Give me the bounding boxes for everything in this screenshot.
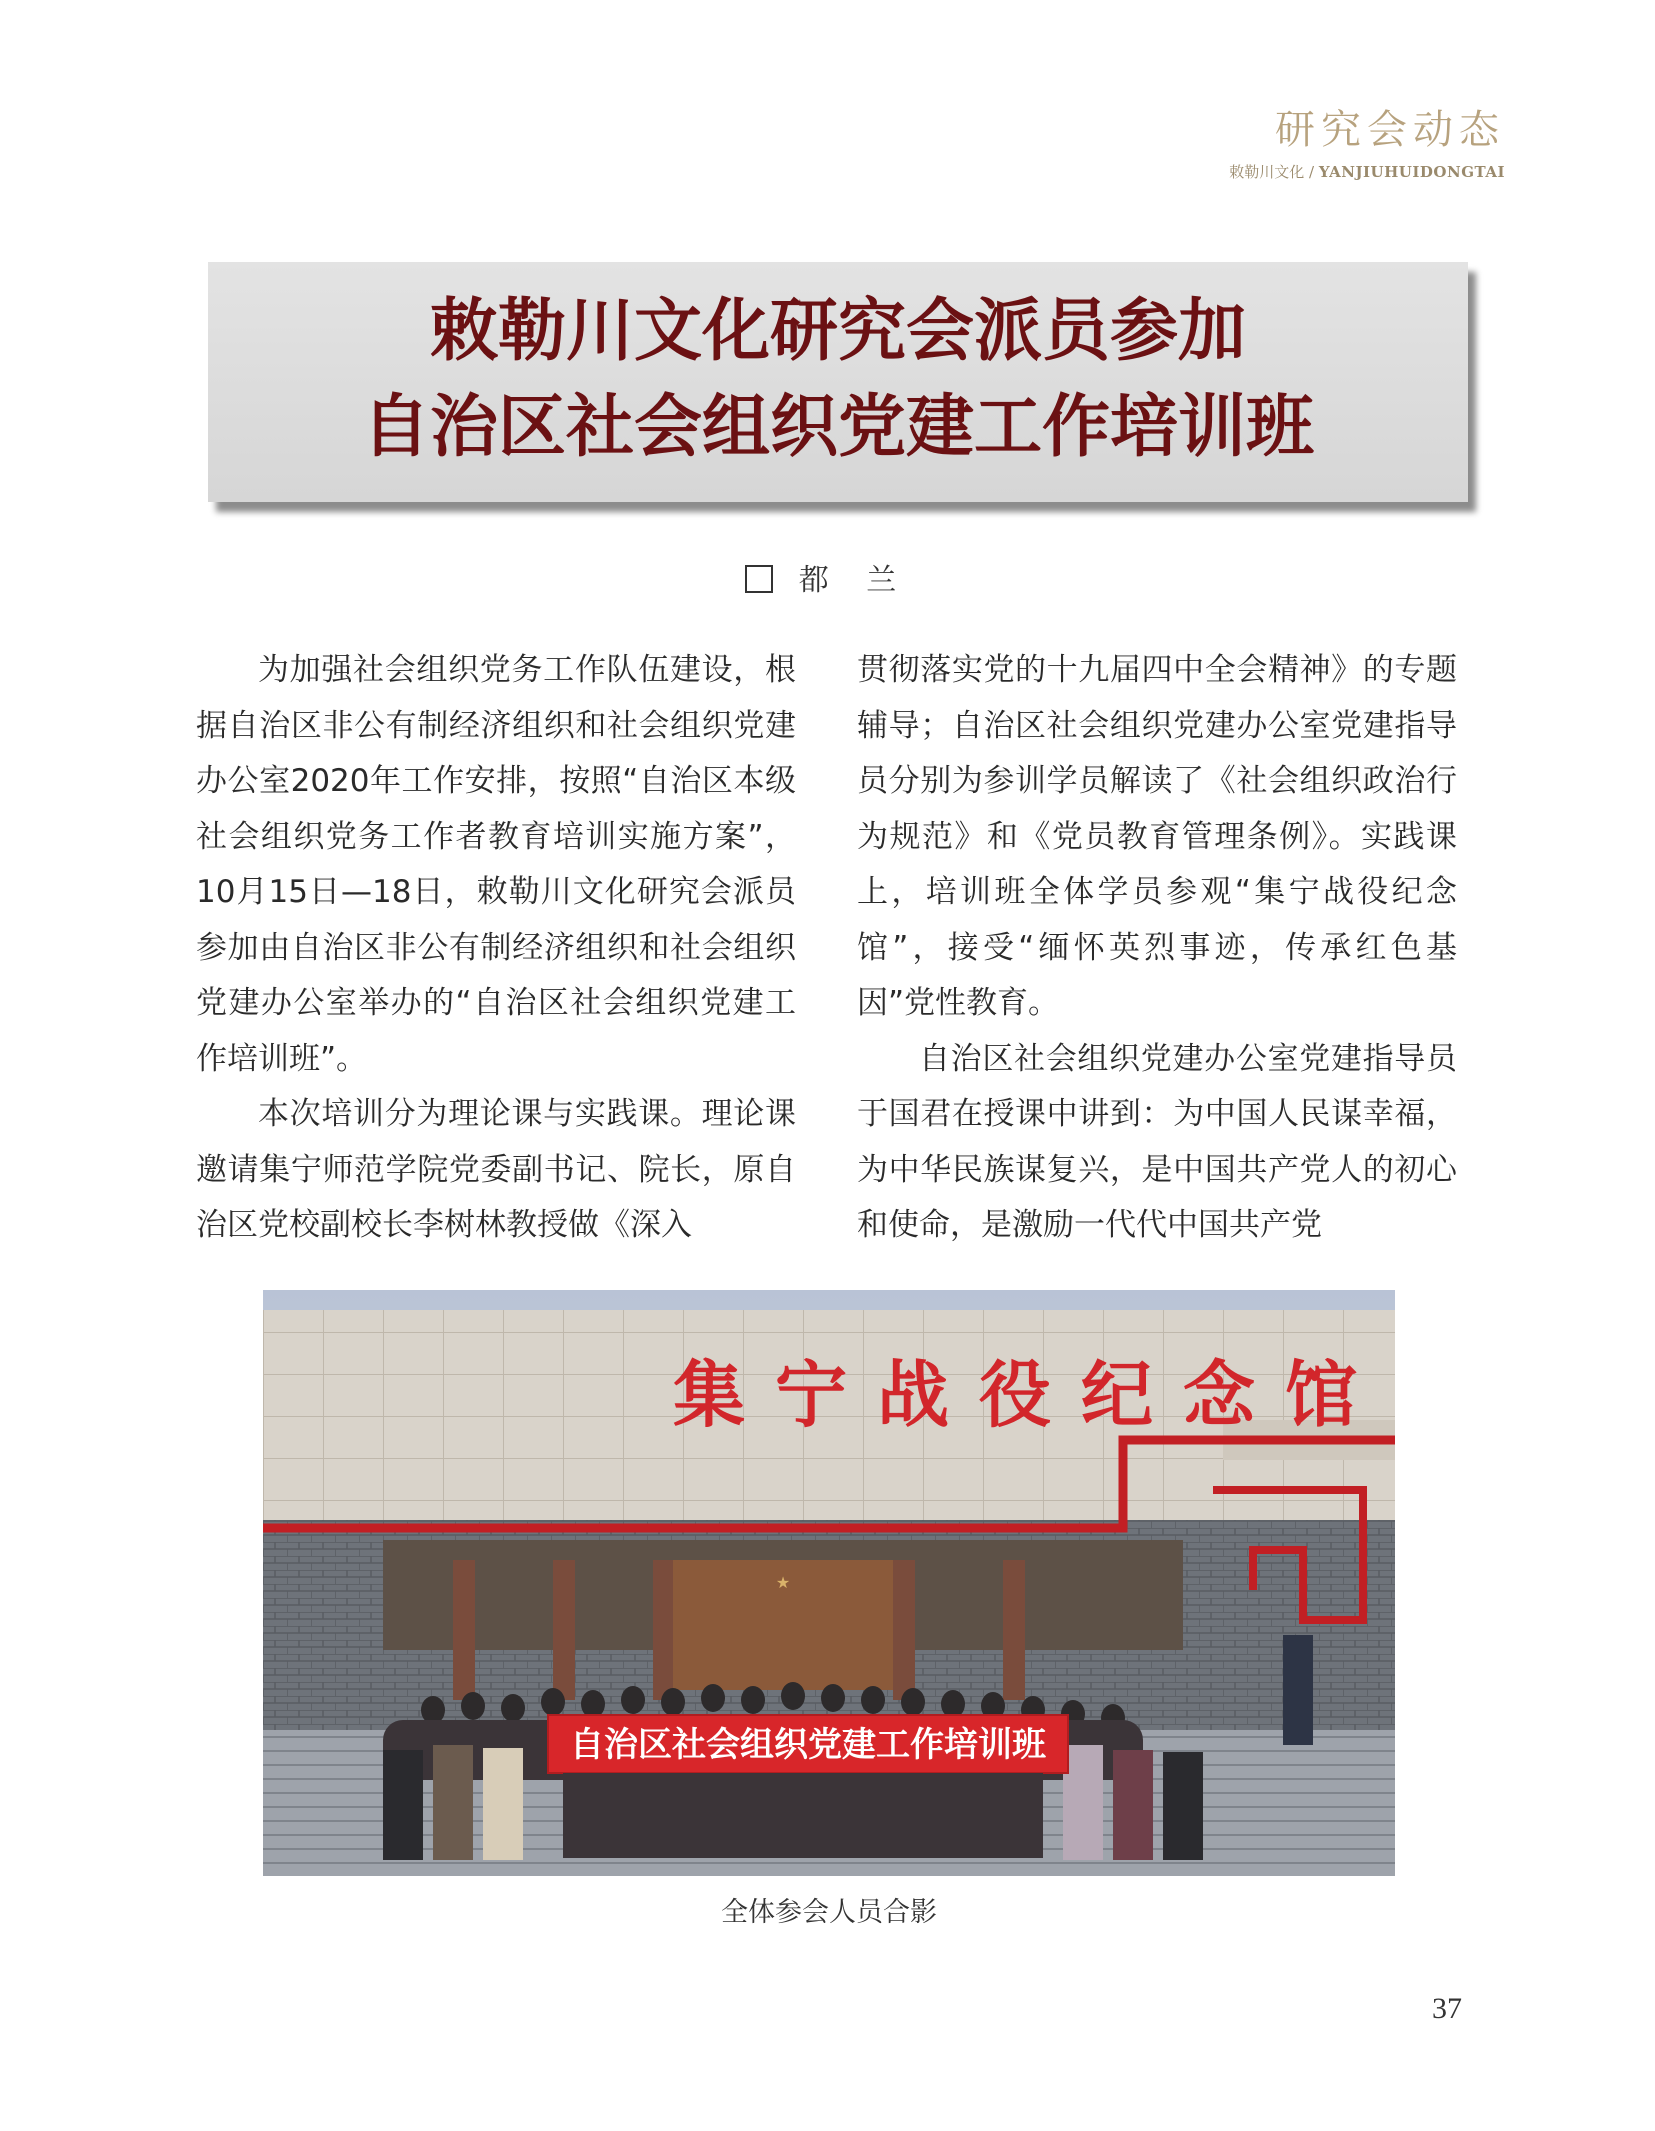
group-photo xyxy=(263,1290,1395,1876)
svg-text:★: ★ xyxy=(775,1573,791,1592)
article-column-left xyxy=(196,643,796,1254)
article-title-line-2: 自治区社会组织党建工作培训班 xyxy=(361,388,1314,467)
running-header xyxy=(1229,98,1505,182)
paragraph: 贯彻落实党的十九届四中全会精神》的专题辅导；自治区社会组织党建办公室党建指导员分别为参训学员解读了《社会组织政治行为规范》和《党员教育管理条例》。实践课上，培训班全体学员参观“集宁战役纪念馆”，接受“缅怀英烈事迹，传承红色基因”党性教育。 xyxy=(857,652,1457,1021)
photo-banner-text: 自治区社会组织党建工作培训班 xyxy=(570,1725,1046,1765)
author-name: 都 兰 xyxy=(798,563,911,598)
building-sign: 集宁战役纪念馆 xyxy=(673,1352,1388,1437)
subtitle-separator: / xyxy=(1309,163,1315,181)
paragraph: 本次培训分为理论课与实践课。理论课邀请集宁师范学院党委副书记、院长，原自治区党校副校长李树林教授做《深入 xyxy=(196,1096,796,1243)
photo-caption: 全体参会人员合影 xyxy=(721,1897,937,1928)
paragraph: 自治区社会组织党建办公室党建指导员于国君在授课中讲到：为中国人民谋幸福，为中华民族谋复兴，是中国共产党人的初心和使命，是激励一代代中国共产党 xyxy=(857,1040,1457,1243)
journal-name: 敕勒川文化 xyxy=(1229,163,1305,181)
paragraph: 为加强社会组织党务工作队伍建设，根据自治区非公有制经济组织和社会组织党建办公室2020年工作安排，按照“自治区本级社会组织党务工作者教育培训实施方案”，10月15日—18日，敕勒川文化研究会派员参加由自治区非公有制经济组织和社会组织党建办公室举办的“自治区社会组织党建工作培训班”。 xyxy=(196,652,796,1077)
section-title: 研究会动态 xyxy=(1275,107,1505,153)
section-subtitle xyxy=(1229,161,1505,182)
section-pinyin: YANJIUHUIDONGTAI xyxy=(1318,163,1505,181)
author-byline xyxy=(0,555,1655,599)
square-bullet-icon xyxy=(745,565,773,593)
article-column-right xyxy=(857,643,1457,1254)
article-title-box xyxy=(208,262,1468,502)
page-number: 37 xyxy=(1432,1992,1462,2025)
article-title-line-1: 敕勒川文化研究会派员参加 xyxy=(429,292,1246,371)
